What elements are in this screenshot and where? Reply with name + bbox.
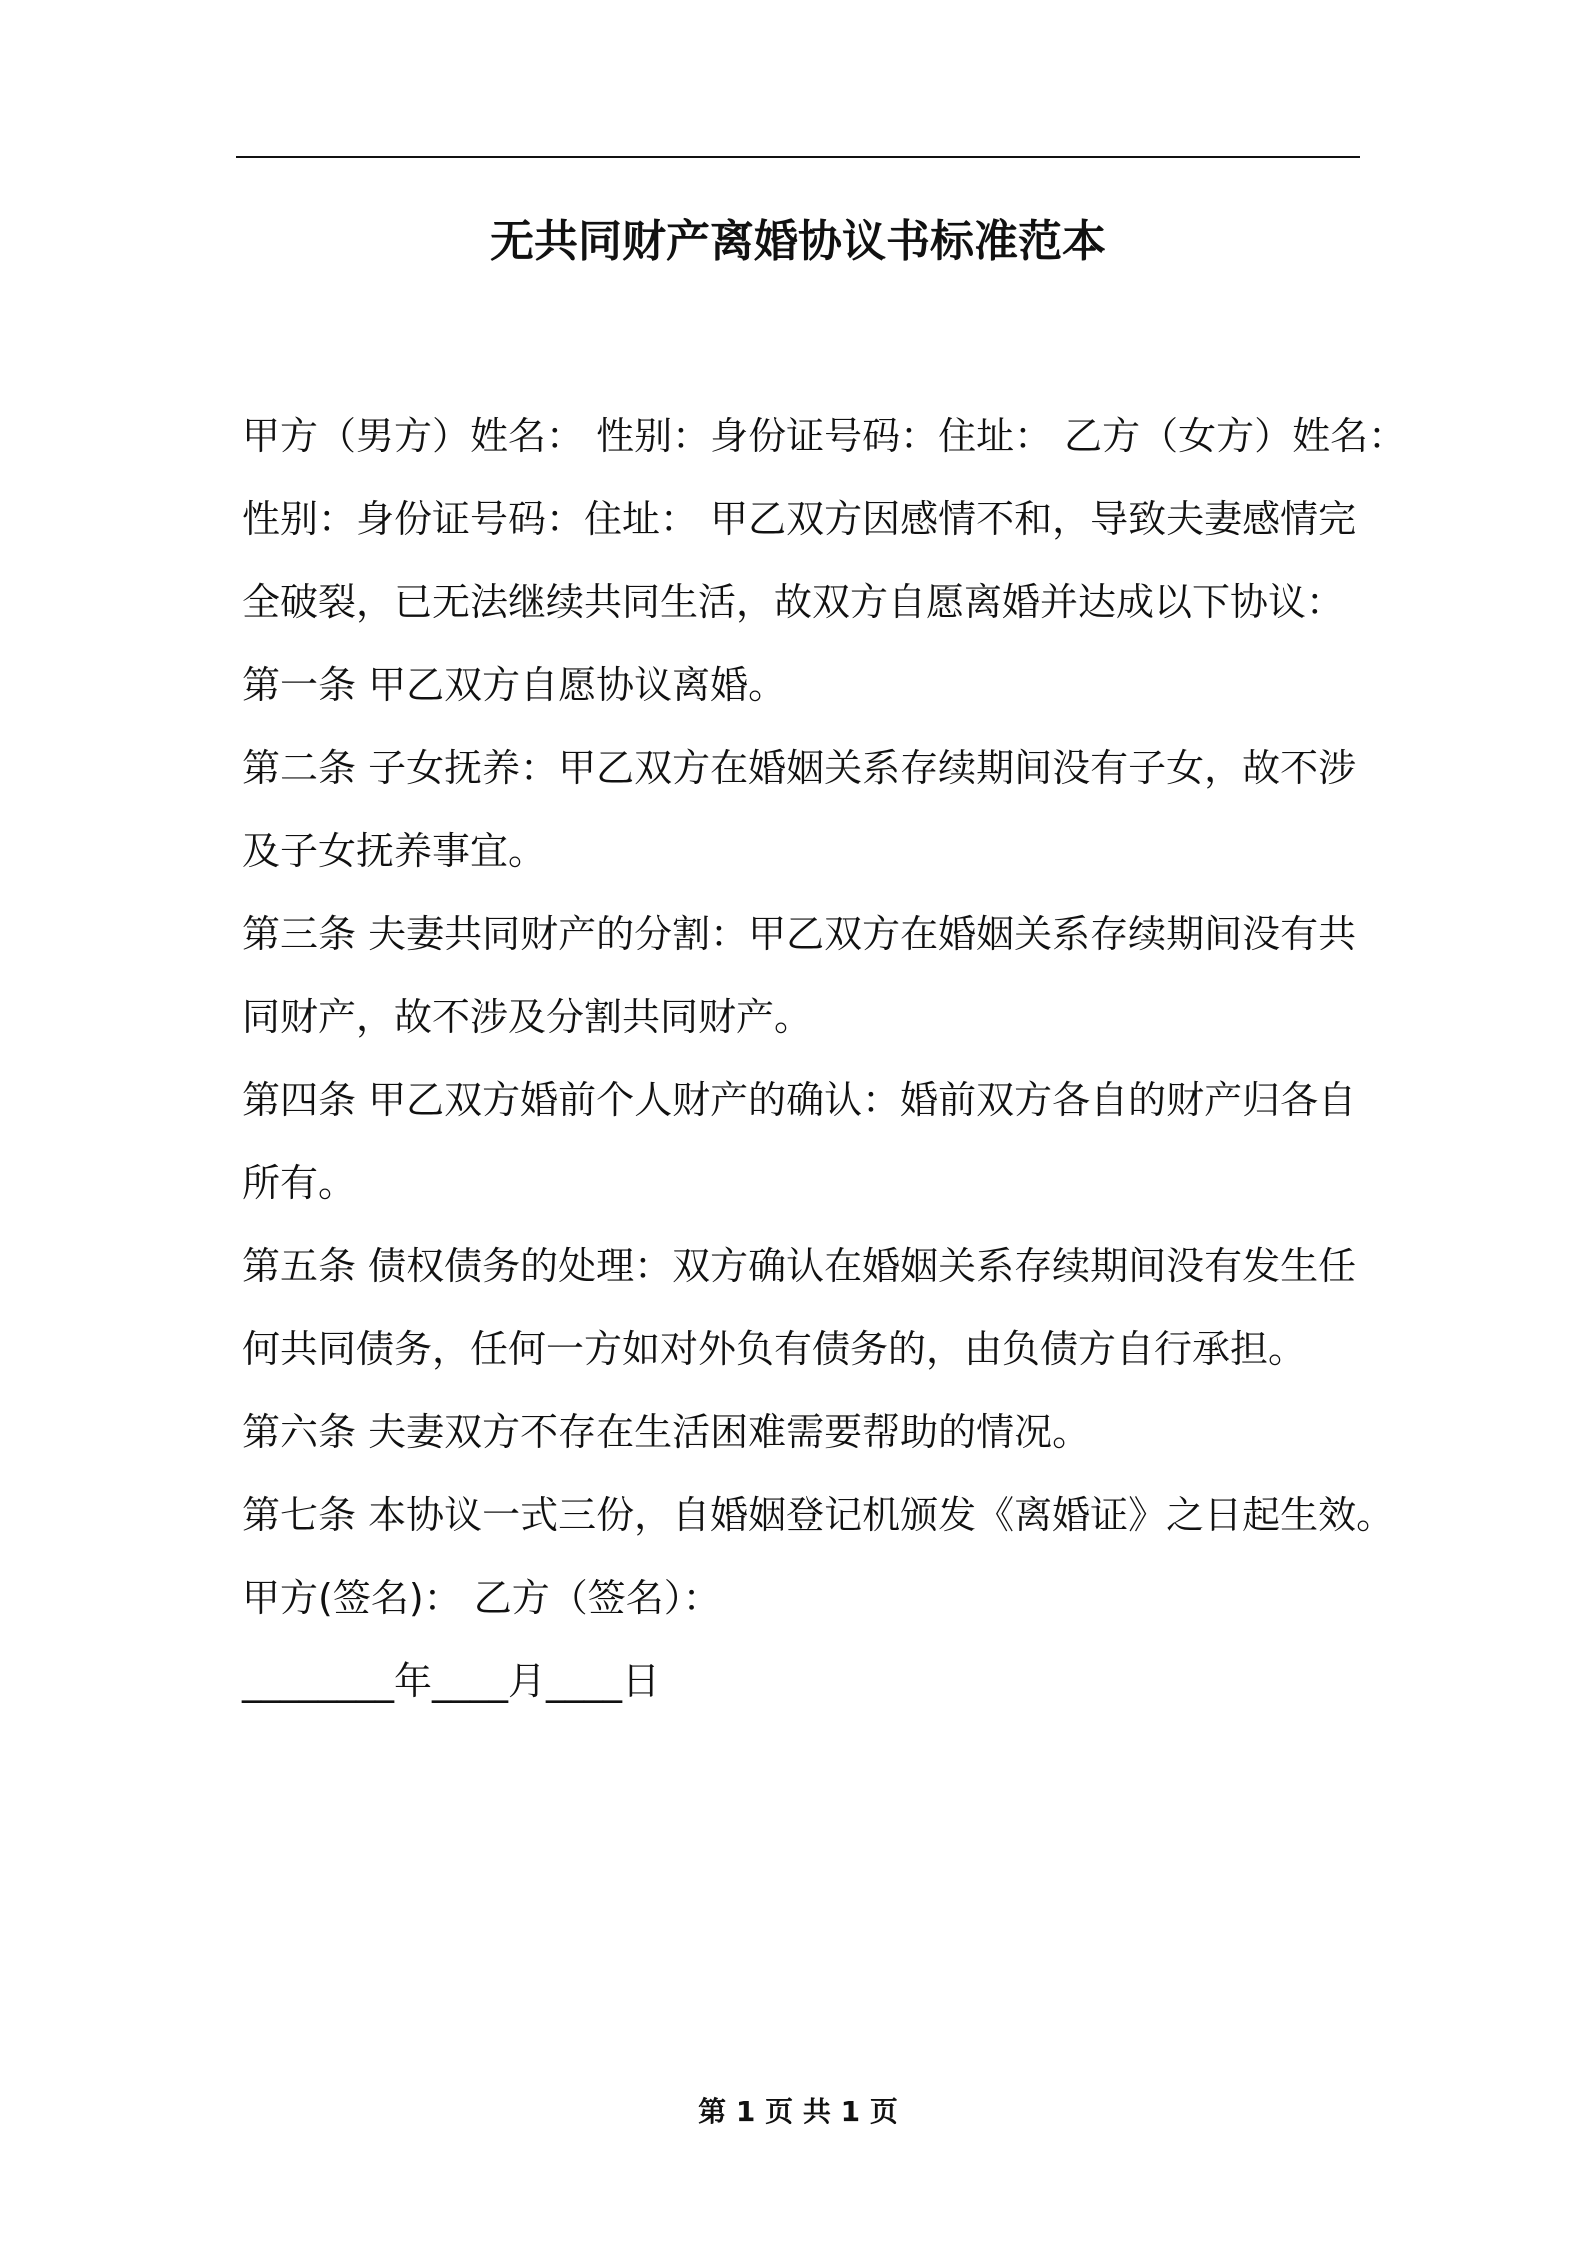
text-line: 全破裂，已无法继续共同生活，故双方自愿离婚并达成以下协议： xyxy=(242,580,1345,624)
article-3: 第三条 夫妻共同财产的分割：甲乙双方在婚姻关系存续期间没有共 xyxy=(242,912,1357,956)
document-title: 无共同财产离婚协议书标准范本 xyxy=(490,216,1106,267)
text-line: 甲方（男方）姓名： 性别：身份证号码：住址： 乙方（女方）姓名： xyxy=(242,414,1407,458)
article-6: 第六条 夫妻双方不存在生活困难需要帮助的情况。 xyxy=(242,1410,1091,1454)
page-number-footer: 第 1 页 共 1 页 xyxy=(698,2095,898,2128)
signature-line: 甲方(签名)： 乙方（签名）： xyxy=(242,1576,721,1620)
text-line: 所有。 xyxy=(242,1161,357,1205)
article-1: 第一条 甲乙双方自愿协议离婚。 xyxy=(242,663,787,707)
article-2: 第二条 子女抚养：甲乙双方在婚姻关系存续期间没有子女，故不涉 xyxy=(242,746,1357,790)
header-rule xyxy=(236,156,1360,158)
text-line: 同财产，故不涉及分割共同财产。 xyxy=(242,995,813,1039)
text-line: 何共同债务，任何一方如对外负有债务的，由负债方自行承担。 xyxy=(242,1327,1307,1371)
text-line: 及子女抚养事宜。 xyxy=(242,829,547,873)
article-5: 第五条 债权债务的处理：双方确认在婚姻关系存续期间没有发生任 xyxy=(242,1244,1357,1288)
text-line: 性别：身份证号码：住址： 甲乙双方因感情不和，导致夫妻感情完 xyxy=(242,497,1357,541)
article-7: 第七条 本协议一式三份，自婚姻登记机颁发《离婚证》之日起生效。 xyxy=(242,1493,1395,1537)
date-line: ________年____月____日 xyxy=(242,1659,661,1703)
article-4: 第四条 甲乙双方婚前个人财产的确认：婚前双方各自的财产归各自 xyxy=(242,1078,1357,1122)
